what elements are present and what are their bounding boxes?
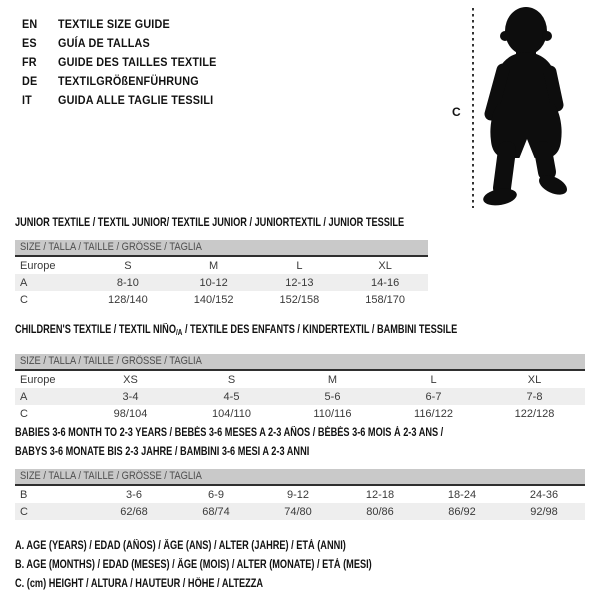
size-cell: 98/104 [113,407,148,420]
row-label: A [20,276,28,289]
guide-title-it: GUIDA ALLE TAGLIE TESSILI [58,93,214,107]
row-label: C [20,407,28,420]
note-age-months [15,556,461,575]
size-cell: 7-8 [526,390,543,403]
size-cell: 9-12 [286,488,310,501]
lang-row-es [22,34,217,53]
table-row [15,503,585,520]
table-row [15,371,585,388]
table-row [15,257,428,274]
size-cell: 92/98 [530,505,558,518]
note-text: A. AGE (YEARS) / EDAD (AÑOS) / ÂGE (ANS) / ALTER (JAHRE) / ETÀ (ANNI) [15,540,346,552]
section-title-text: / TEXTILE DES ENFANTS / KINDERTEXTIL / BAMBINI TESSILE [182,324,458,336]
size-cell: 3-6 [126,488,142,501]
lang-code: ES [22,36,37,50]
size-header-text: SIZE / TALLA / TAILLE / GRÖSSE / TAGLIA [20,470,202,482]
section-title-line1: BABIES 3-6 MONTH TO 2-3 YEARS / BEBÉS 3-6 MESES A 2-3 AÑOS / BÉBÉS 3-6 MOIS À 2-3 ANS / [15,427,444,439]
size-cell: 6-7 [425,390,442,403]
guide-title-en: TEXTILE SIZE GUIDE [58,17,170,31]
row-label: A [20,390,28,403]
size-cell: 152/158 [279,293,320,306]
section-title-text: CHILDREN'S TEXTILE / TEXTIL NIÑO [15,324,176,336]
size-cell: M [209,259,219,272]
size-cell: 18-24 [447,488,477,501]
size-cell: 8-10 [116,276,139,289]
junior-size-table [15,257,428,308]
size-header-bar [15,240,428,257]
size-cell: 140/152 [193,293,234,306]
legend-notes [15,537,461,594]
lang-code: IT [22,93,32,107]
note-age-years [15,537,461,556]
table-row [15,388,585,405]
size-cell: 4-5 [223,390,240,403]
baby-silhouette-shape [482,7,570,208]
size-cell: S [124,259,132,272]
section-title-line2: BABYS 3-6 MONATE BIS 2-3 JAHRE / BAMBINI 3-6 MESI A 2-3 ANNI [15,446,310,458]
size-cell: 6-9 [208,488,224,501]
size-cell: 116/122 [414,407,453,420]
size-cell: 110/116 [313,407,352,420]
size-cell: 86/92 [448,505,476,518]
size-cell: 12-18 [365,488,395,501]
section-title-subscript: /A [175,328,183,337]
babies-section-title [15,424,585,462]
size-header-bar [15,469,585,486]
childrens-section-title [15,323,585,340]
size-cell: 158/170 [365,293,405,306]
size-cell: 104/110 [212,407,251,420]
size-cell: 5-6 [324,390,341,403]
size-cell: 68/74 [202,505,230,518]
size-cell: L [430,373,437,386]
babies-textile-section [15,424,585,520]
language-title-list [22,15,238,110]
size-cell: 122/128 [514,407,555,420]
table-row [15,486,585,503]
table-row [15,291,428,308]
junior-section-title [15,216,428,230]
size-cell: XL [378,259,392,272]
size-cell: 14-16 [371,276,400,289]
size-header-text: SIZE / TALLA / TAILLE / GRÖSSE / TAGLIA [20,241,202,253]
size-header-text: SIZE / TALLA / TAILLE / GRÖSSE / TAGLIA [20,355,202,367]
lang-code: EN [22,17,38,31]
size-cell: 3-4 [122,390,139,403]
row-label: B [20,488,28,501]
note-text: B. AGE (MONTHS) / EDAD (MESES) / ÂGE (MOIS) / ALTER (MONATE) / ETÀ (MESI) [15,559,372,571]
lang-row-en [22,15,217,34]
lang-row-fr [22,53,217,72]
size-cell: 62/68 [120,505,148,518]
size-cell: M [327,373,338,386]
size-cell: S [227,373,236,386]
childrens-textile-section [15,323,585,422]
lang-code: DE [22,74,38,88]
size-cell: XS [123,373,138,386]
lang-row-it [22,91,217,110]
baby-silhouette [430,0,600,220]
size-cell: 80/86 [366,505,394,518]
row-label: C [20,505,28,518]
size-cell: 128/140 [107,293,148,306]
size-cell: 74/80 [284,505,312,518]
row-label: Europe [20,259,56,272]
size-cell: 24-36 [529,488,559,501]
table-row [15,274,428,291]
babies-size-table [15,486,585,520]
childrens-size-table [15,371,585,422]
note-height-cm [15,575,461,594]
size-cell: 10-12 [199,276,228,289]
row-label: C [20,293,28,306]
size-cell: L [296,259,303,272]
figure-measure-label-c: C [452,105,461,119]
size-cell: 12-13 [285,276,314,289]
guide-title-de: TEXTILGRÖßENFÜHRUNG [58,74,199,88]
guide-title-fr: GUIDE DES TAILLES TEXTILE [58,55,217,69]
junior-textile-section [15,216,428,308]
size-header-bar [15,354,585,371]
guide-title-es: GUÍA DE TALLAS [58,36,150,50]
size-cell: XL [527,373,542,386]
lang-code: FR [22,55,37,69]
lang-row-de [22,72,217,91]
row-label: Europe [20,373,56,386]
section-title-text: JUNIOR TEXTILE / TEXTIL JUNIOR/ TEXTILE JUNIOR / JUNIORTEXTIL / JUNIOR TESSILE [15,217,405,229]
table-row [15,405,585,422]
note-text: C. (cm) HEIGHT / ALTURA / HAUTEUR / HÖHE / ALTEZZA [15,578,264,590]
